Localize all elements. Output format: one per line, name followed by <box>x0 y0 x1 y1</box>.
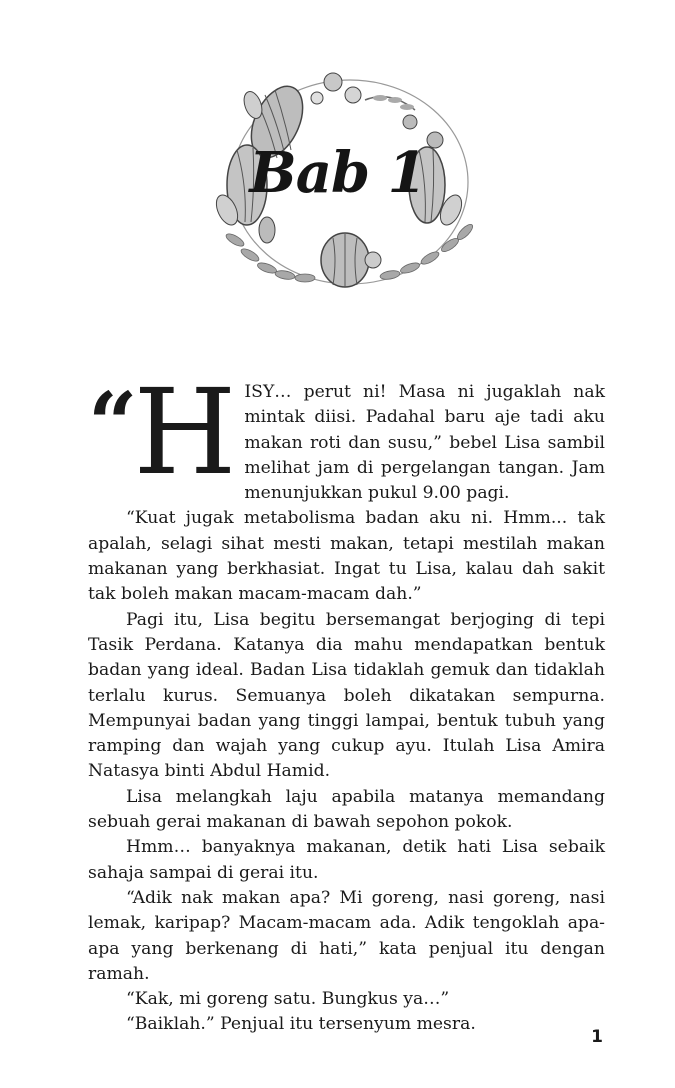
paragraph: “Baiklah.” Penjual itu tersenyum mesra. <box>126 1014 476 1035</box>
dropcap-letter: H <box>133 363 237 501</box>
paragraph-text: ISY… perut ni! Masa ni jugaklah nak mintak diisi. Padahal baru aje tadi aku makan roti dan susu,” bebel Lisa sambil melihat jam di pergelangan tangan. Jam menunjukkan pukul 9.00 pagi. <box>244 382 605 504</box>
page-number: 1 <box>591 1027 603 1047</box>
cactus-bottom-icon <box>321 233 381 287</box>
chapter-title: Bab 1 <box>249 140 426 206</box>
paragraph: “Kak, mi goreng satu. Bungkus ya…” <box>126 989 450 1010</box>
paragraph: “Kuat jugak metabolisma badan aku ni. Hmm... tak apalah, selagi sihat mesti makan, tetapi mestilah makan makanan yang berkhasiat. Ingat tu Lisa, kalau dah sakit tak boleh makan macam-macam dah.” <box>88 508 605 605</box>
paragraph: Hmm… banyaknya makanan, detik hati Lisa sebaik sahaja sampai di gerai itu. <box>88 837 605 883</box>
first-paragraph <box>88 363 605 506</box>
flower-top-icon <box>311 73 417 129</box>
paragraph: “Adik nak makan apa? Mi goreng, nasi goreng, nasi lemak, karipap? Macam-macam ada. Adik tengoklah apa-apa yang berkenang di hati,” kata penjual itu dengan ramah. <box>88 887 605 984</box>
chapter-body <box>88 363 605 1038</box>
paragraph: Lisa melangkah laju apabila matanya memandang sebuah gerai makanan di bawah sepohon pokok. <box>88 786 605 833</box>
paragraph: Pagi itu, Lisa begitu bersemangat berjoging di tepi Tasik Perdana. Katanya dia mahu mendapatkan bentuk badan yang ideal. Badan Lisa tidaklah gemuk dan tidaklah terlalu kurus. Semuanya boleh dikatakan sempurna. Mempunyai badan yang tinggi lampai, bentuk tubuh yang ramping dan wajah yang cukup ayu. Itulah Lisa Amira Natasya binti Abdul Hamid. <box>88 609 605 782</box>
dropcap-block <box>88 363 237 501</box>
opening-quote: “ <box>88 374 138 475</box>
